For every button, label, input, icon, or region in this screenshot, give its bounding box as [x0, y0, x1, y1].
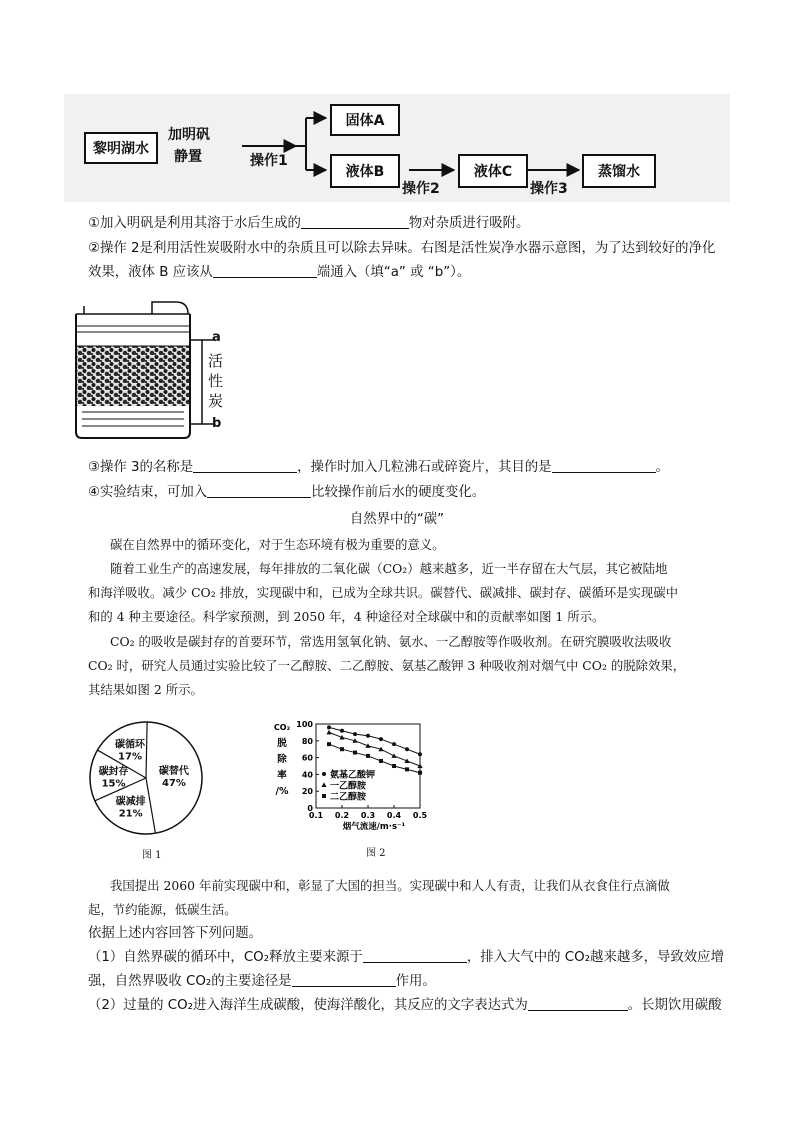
point-0-0 [327, 725, 331, 729]
figure-1 [86, 718, 206, 860]
qb-line1: （2）过量的 CO₂进入海洋生成碳酸，使海洋酸化，其反应的文字表达式为 。长期饮用碳酸 [88, 998, 722, 1013]
point-0-7 [418, 752, 422, 756]
y-tick-label-4: 80 [301, 736, 313, 746]
article-p2-l3: 和的 4 种主要途径。科学家预测，到 2050 年，4 种途径对全球碳中和的贡献率如图 1 所示。 [88, 609, 605, 624]
legend-label-2: 二乙醇胺 [330, 792, 367, 803]
label-op3: 操作3 [530, 181, 568, 197]
y-axis-label-4: /% [275, 786, 289, 797]
y-tick-label-5: 100 [296, 720, 313, 729]
point-2-2 [353, 751, 357, 755]
article-p1: 碳在自然界中的循环变化，对于生态环境有极为重要的意义。 [110, 537, 445, 552]
q2-blank[interactable] [213, 263, 317, 278]
x-tick-label-3: 0.4 [386, 811, 402, 820]
pie-chart [86, 718, 206, 838]
y-tick-label-1: 20 [301, 787, 313, 797]
legend-label-1: 一乙醇胺 [330, 781, 367, 792]
qa-line1: （1）自然界碳的循环中，CO₂释放主要来源于 ，排入大气中的 CO₂越来越多，导致效应增 [88, 950, 724, 965]
point-2-6 [405, 767, 409, 771]
legend-marker-1 [321, 782, 326, 787]
y-tick-label-2: 40 [301, 770, 313, 780]
qb-blank-1[interactable] [528, 996, 628, 1011]
article-p3-l3: 其结果如图 2 所示。 [88, 682, 203, 697]
point-0-1 [340, 729, 344, 733]
port-b-label: b [212, 416, 222, 431]
box-distilled-water: 蒸馏水 [582, 154, 656, 188]
pie-label-2-1: 15% [101, 778, 126, 790]
figure-2-caption: 图 2 [366, 848, 386, 859]
point-2-5 [392, 764, 396, 768]
box-source: 黎明湖水 [84, 132, 158, 164]
q3-blank-2[interactable] [552, 458, 656, 473]
filter-drawing [64, 292, 230, 446]
carbon-label-1: 活 [208, 352, 224, 370]
point-0-2 [353, 732, 357, 736]
article-p2-l2: 和海洋吸收。减少 CO₂ 排放，实现碳中和，已成为全球共识。碳替代、碳减排、碳封存、碳循环是实现碳中 [88, 585, 679, 600]
y-axis-label-1: 脱 [277, 738, 287, 749]
article-p2-l1: 随着工业生产的高速发展，每年排放的二氧化碳（CO₂）越来越多，近一半存留在大气层，其它被陆地 [110, 561, 668, 576]
legend-label-0: 氨基乙酸钾 [330, 770, 376, 781]
qa-blank-1[interactable] [363, 948, 467, 963]
point-2-1 [340, 747, 344, 751]
pie-label-3-1: 17% [118, 751, 142, 763]
label-step1-b: 静置 [174, 149, 202, 165]
carbon-label-2: 性 [208, 372, 224, 390]
box-liquid-b: 液体B [330, 154, 400, 188]
y-axis-label-3: 率 [277, 770, 287, 781]
qa-line2: 强，自然界吸收 CO₂的主要途径是 作用。 [88, 974, 436, 989]
pie-label-3-0: 碳循环 [115, 739, 146, 751]
article-title: 自然界中的“碳” [349, 512, 445, 527]
figure-1-caption: 图 1 [142, 850, 162, 861]
q1-blank[interactable] [301, 214, 409, 229]
legend-marker-0 [322, 772, 326, 776]
y-tick-label-0: 0 [307, 804, 313, 813]
carbon-label-3: 炭 [208, 392, 224, 410]
questions-intro: 依据上述内容回答下列问题。 [88, 926, 263, 941]
box-liquid-c: 液体C [458, 154, 528, 188]
q3-line: ③操作 3的名称是 ，操作时加入几粒沸石或碎瓷片，其目的是 。 [88, 460, 669, 475]
q2-line2: 效果，液体 B 应该从 端通入（填“a” 或 “b”）。 [88, 265, 471, 280]
box-solid-a: 固体A [330, 104, 400, 136]
pie-label-0-1: 47% [161, 777, 186, 789]
legend-marker-2 [322, 794, 326, 798]
point-2-7 [418, 771, 422, 775]
pie-label-0-0: 碳替代 [158, 765, 189, 777]
point-0-4 [379, 737, 383, 741]
label-op1: 操作1 [250, 153, 288, 169]
point-1-0 [326, 730, 331, 735]
point-0-3 [366, 734, 370, 738]
flowchart [64, 94, 730, 202]
qa-blank-2[interactable] [292, 972, 396, 987]
article-p4-l1: 我国提出 2060 年前实现碳中和，彰显了大国的担当。实现碳中和人人有责，让我们从衣食住行点滴做 [110, 878, 670, 893]
pie-label-2-0: 碳封存 [98, 766, 129, 778]
x-tick-label-4: 0.5 [412, 811, 428, 820]
line-chart [270, 716, 440, 836]
figure-2 [270, 716, 440, 860]
point-2-4 [379, 759, 383, 763]
q4-blank[interactable] [207, 483, 311, 498]
point-0-6 [405, 747, 409, 751]
label-op2: 操作2 [402, 181, 440, 197]
y-axis-label-2: 除 [277, 754, 287, 765]
carbon-filter-diagram [64, 292, 230, 446]
y-axis-label-0: CO₂ [273, 723, 291, 732]
q3-blank-1[interactable] [193, 458, 297, 473]
pie-label-1-1: 21% [118, 808, 143, 820]
x-axis-label: 烟气流速/m·s⁻¹ [342, 822, 406, 832]
x-tick-label-0: 0.1 [308, 811, 324, 820]
article-p3-l1: CO₂ 的吸收是碳封存的首要环节，常选用氢氧化钠、氨水、一乙醇胺等作吸收剂。在研究膜吸收法吸收 [110, 634, 672, 649]
y-tick-label-3: 60 [301, 753, 313, 763]
x-tick-label-1: 0.2 [334, 811, 350, 820]
point-2-3 [366, 754, 370, 758]
pie-label-1-0: 碳减排 [115, 796, 146, 808]
point-1-5 [391, 753, 396, 758]
article-p3-l2: CO₂ 时，研究人员通过实验比较了一乙醇胺、二乙醇胺、氨基乙酸钾 3 种吸收剂对烟气中 CO₂ 的脱除效果， [88, 658, 686, 673]
q2-line1: ②操作 2是利用活性炭吸附水中的杂质且可以除去异味。右图是活性炭净水器示意图，为了达到较好的净化 [88, 241, 716, 256]
x-tick-label-2: 0.3 [360, 811, 376, 820]
article-p4-l2: 起，节约能源，低碳生活。 [88, 902, 237, 917]
point-0-5 [392, 742, 396, 746]
label-step1-a: 加明矾 [168, 127, 210, 143]
q4-line: ④实验结束，可加入 比较操作前后水的硬度变化。 [88, 485, 486, 500]
point-2-0 [327, 742, 331, 746]
port-a-label: a [212, 330, 221, 345]
q1-line: ①加入明矾是利用其溶于水后生成的 物对杂质进行吸附。 [88, 216, 530, 231]
